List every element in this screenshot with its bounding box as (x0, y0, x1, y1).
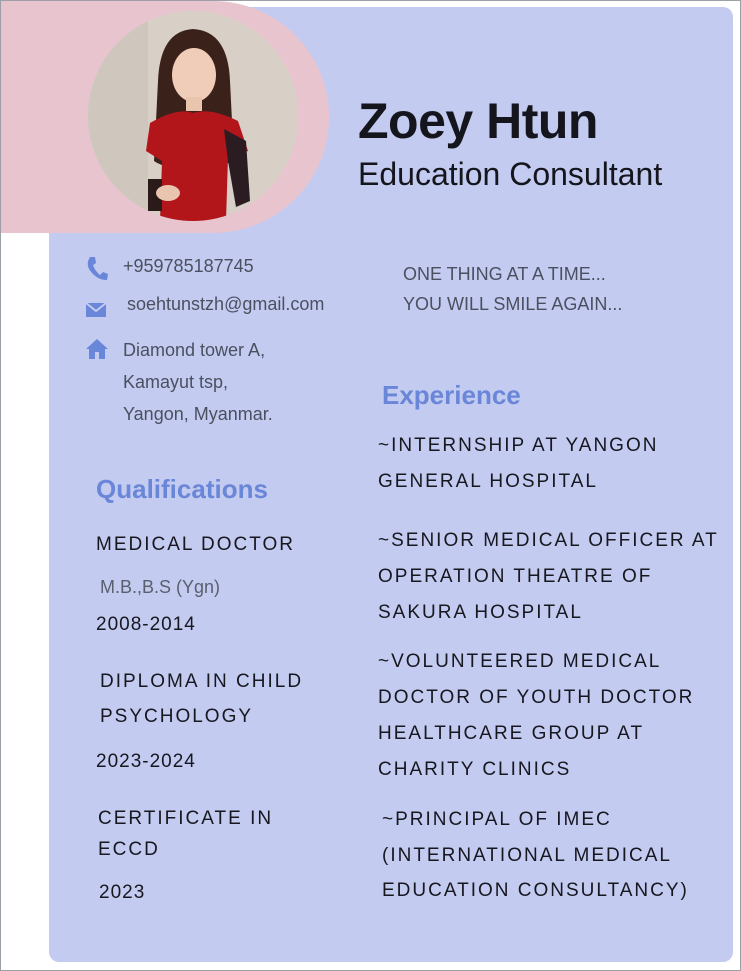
profile-photo (88, 11, 298, 221)
experience-line: SAKURA HOSPITAL (378, 602, 583, 623)
quote-line-2: YOU WILL SMILE AGAIN... (403, 294, 623, 314)
mail-icon (86, 302, 108, 324)
person-name: Zoey Htun (358, 93, 598, 149)
experience-heading: Experience (382, 380, 521, 410)
qualification-title: ECCD (98, 839, 160, 860)
address-line-2: Kamayut tsp, (123, 372, 229, 392)
experience-line: ~VOLUNTEERED MEDICAL (378, 651, 662, 672)
qualification-years: 2023 (99, 882, 146, 903)
experience-line: OPERATION THEATRE OF (378, 566, 653, 587)
experience-line: EDUCATION CONSULTANCY) (382, 880, 689, 901)
qualifications-heading: Qualifications (96, 474, 268, 504)
qualification-title: DIPLOMA IN CHILD (100, 671, 304, 692)
qualification-detail: M.B.,B.S (Ygn) (100, 577, 221, 597)
home-icon (86, 339, 108, 361)
address-line-3: Yangon, Myanmar. (123, 404, 273, 424)
qualification-years: 2008-2014 (96, 614, 196, 635)
qualification-title: CERTIFICATE IN (98, 808, 274, 829)
phone-icon (86, 255, 108, 277)
qualification-title: PSYCHOLOGY (100, 706, 254, 727)
qualification-title: MEDICAL DOCTOR (96, 534, 296, 555)
quote-line-1: ONE THING AT A TIME... (403, 264, 606, 284)
experience-line: CHARITY CLINICS (378, 759, 572, 780)
email-address: soehtunstzh@gmail.com (127, 294, 325, 314)
experience-line: ~INTERNSHIP AT YANGON (378, 435, 659, 456)
experience-line: HEALTHCARE GROUP AT (378, 723, 645, 744)
experience-line: DOCTOR OF YOUTH DOCTOR (378, 687, 695, 708)
experience-line: (INTERNATIONAL MEDICAL (382, 845, 672, 866)
job-title: Education Consultant (358, 156, 663, 192)
address-line-1: Diamond tower A, (123, 340, 266, 360)
experience-line: GENERAL HOSPITAL (378, 471, 598, 492)
phone-number: +959785187745 (123, 256, 254, 276)
qualification-years: 2023-2024 (96, 751, 196, 772)
experience-line: ~SENIOR MEDICAL OFFICER AT (378, 530, 719, 551)
experience-line: ~PRINCIPAL OF IMEC (382, 809, 612, 830)
